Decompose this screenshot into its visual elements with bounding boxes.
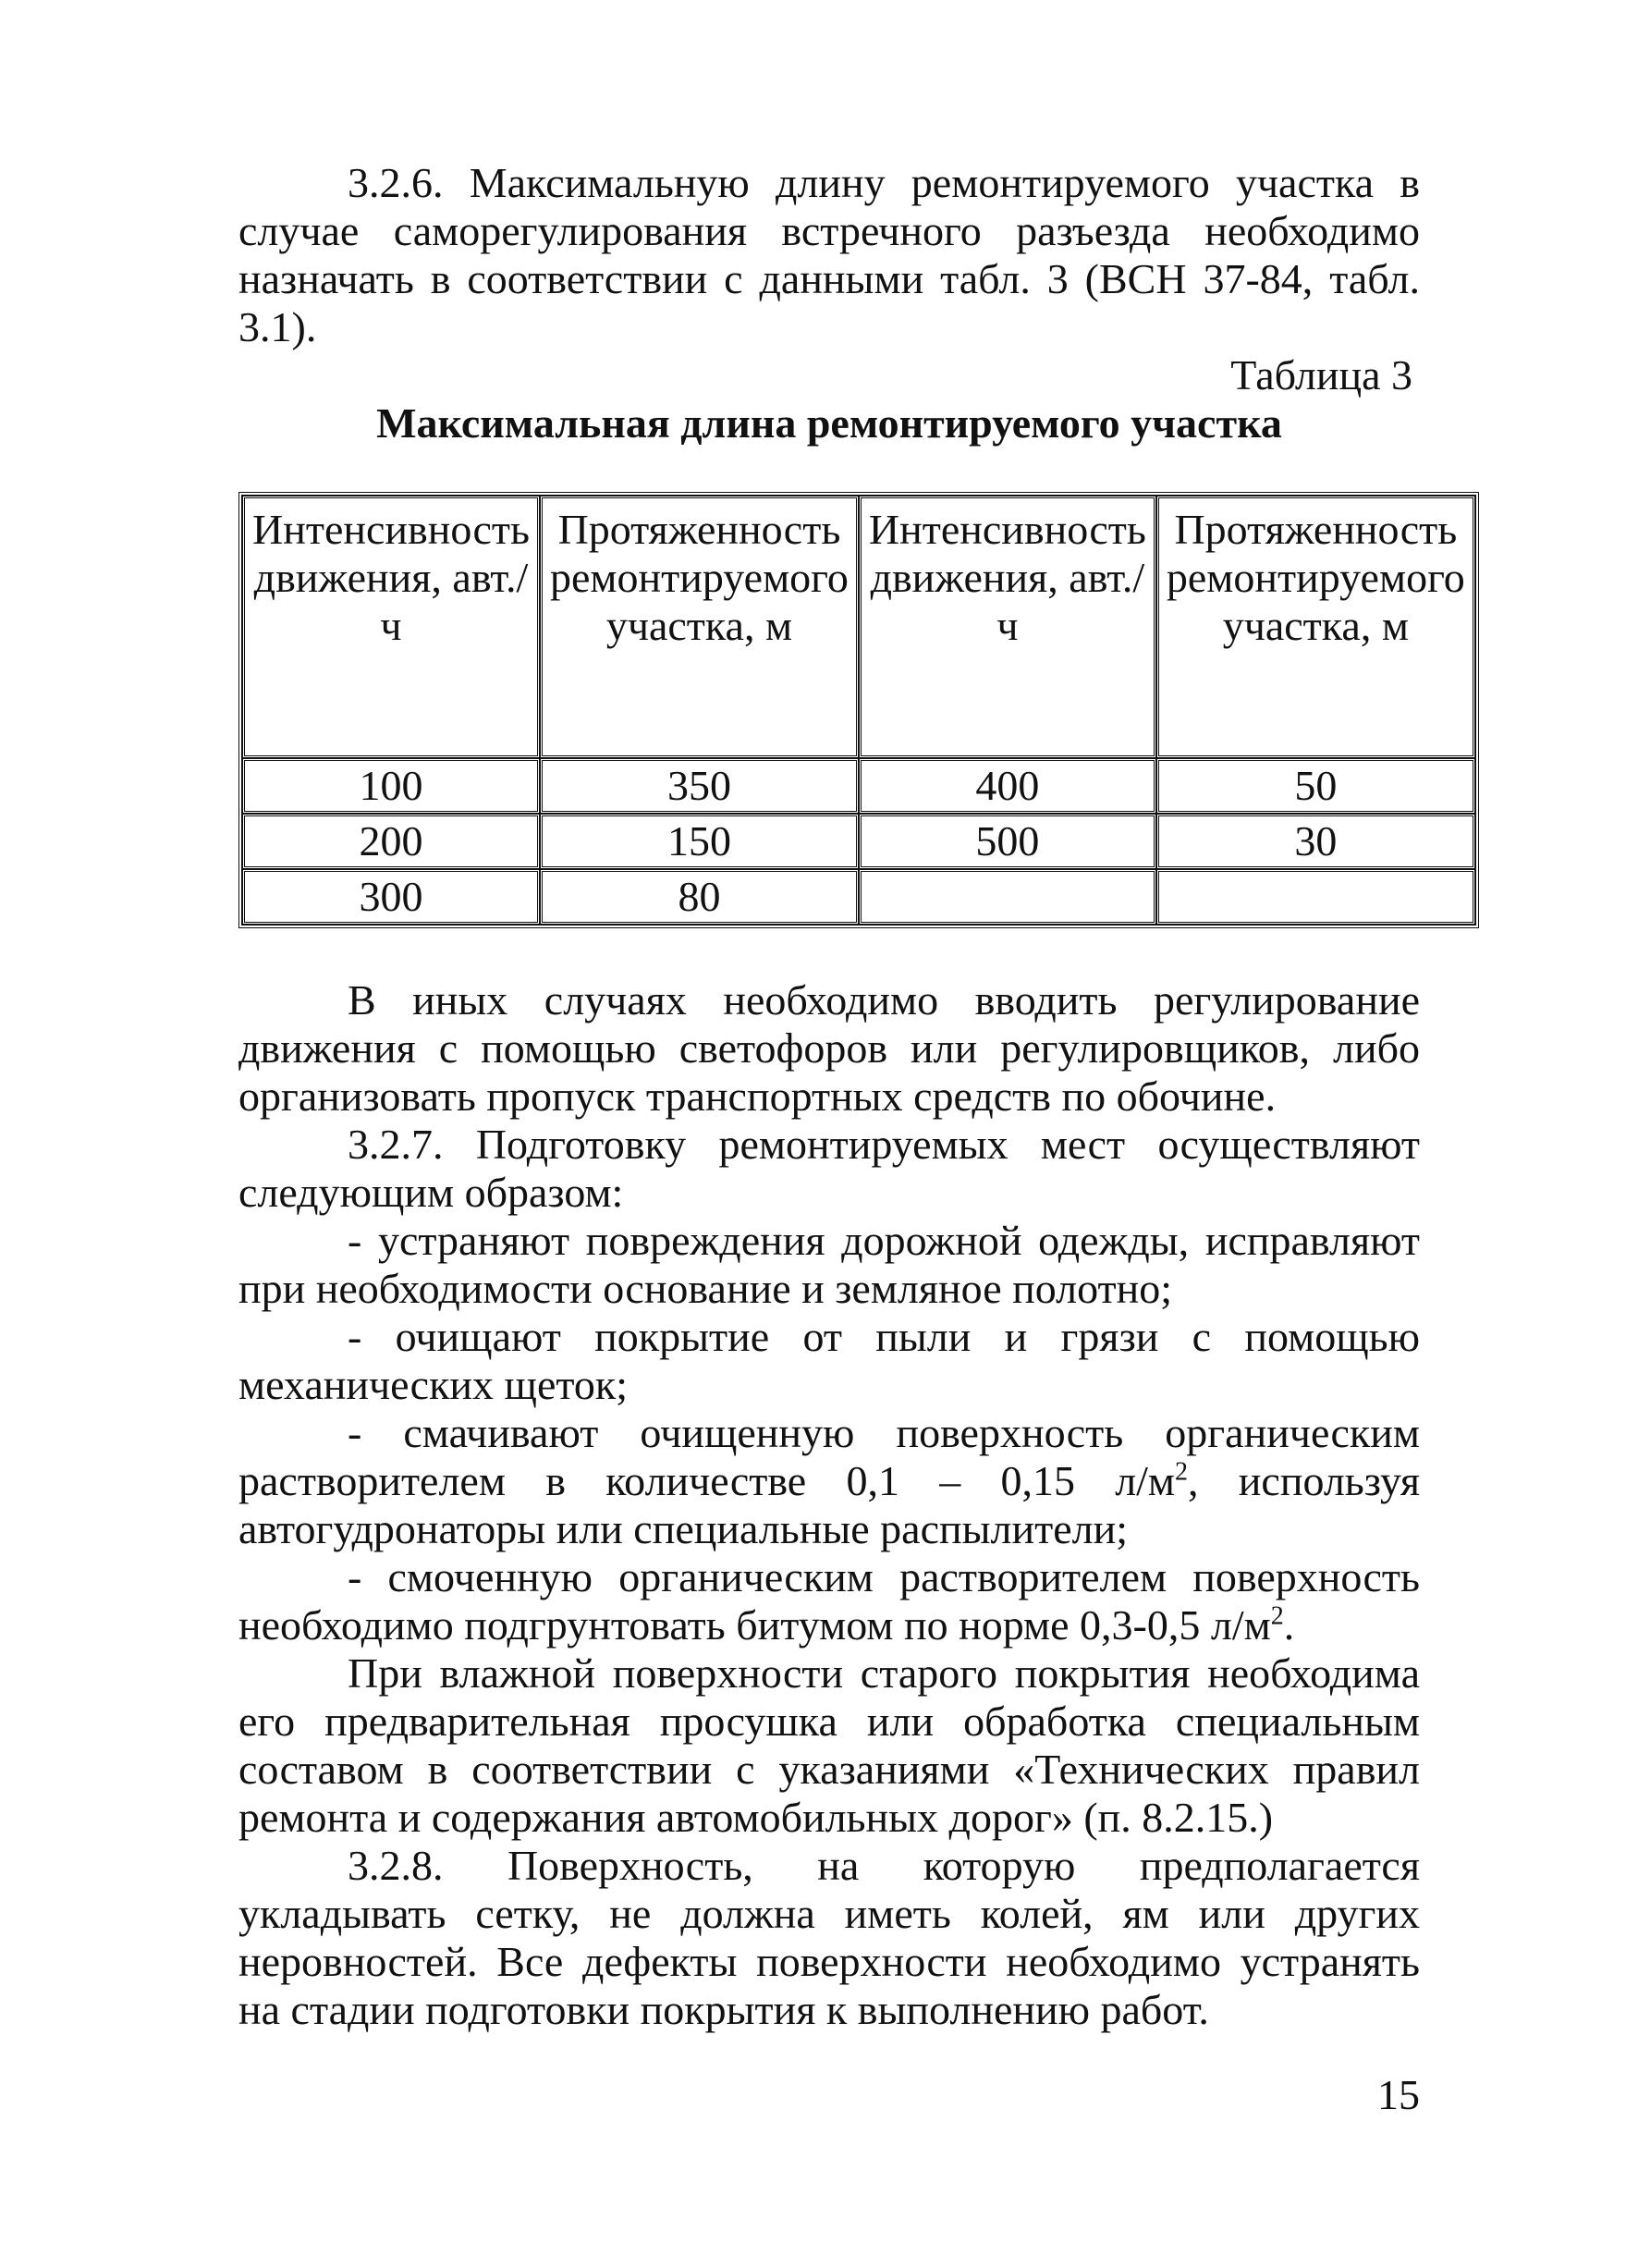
list-item-repair-damage: - устраняют повреждения дорожной одежды, исправляют при необходимости основание и земляное полотно; <box>238 1217 1420 1312</box>
table-cell: 80 <box>540 869 859 925</box>
header-cell: Интенсивность движения, авт./ч <box>242 496 540 758</box>
table-title: Максимальная длина ремонтируемого участка <box>376 399 1282 447</box>
table-cell: 200 <box>242 814 540 869</box>
list-item-clean-surface: - очищают покрытие от пыли и грязи с помощью механических щеток; <box>238 1313 1420 1408</box>
paragraph-wet-surface: При влажной поверхности старого покрытия необходима его предварительная просушка или обработка специальным составом в соответствии с указаниями «Технических правил ремонта и содержания автомобильных дорог» (п. 8.2.15.) <box>238 1649 1420 1841</box>
table-cell: 100 <box>242 758 540 814</box>
paragraph-other-cases: В иных случаях необходимо вводить регулирование движения с помощью светофоров или регулировщиков, либо организовать пропуск транспортных средств по обочине. <box>238 976 1420 1120</box>
paragraph-3-2-6: 3.2.6. Максимальную длину ремонтируемого участка в случае саморегулирования встречного разъезда необходимо назначать в соответствии с данными табл. 3 (ВСН 37-84, табл. 3.1). <box>238 159 1420 350</box>
table-cell <box>859 869 1156 925</box>
table-cell: 350 <box>540 758 859 814</box>
document-page <box>238 159 1465 2034</box>
table-cell: 500 <box>859 814 1156 869</box>
table-cell: 150 <box>540 814 859 869</box>
table-label: Таблица 3 <box>1230 351 1412 398</box>
table-cell: 400 <box>859 758 1156 814</box>
table-row <box>242 758 1475 814</box>
paragraph-3-2-8: 3.2.8. Поверхность, на которую предполагается укладывать сетку, не должна иметь колей, ям или других неровностей. Все дефекты поверхности необходимо устранять на стадии подготовки покрытия к выполнению работ. <box>238 1842 1420 2033</box>
repair-length-table <box>238 492 1479 928</box>
list-item-wet-solvent: - смачивают очищенную поверхность органическим растворителем в количестве 0,1 – 0,15 $л/м^2$, используя автогудронаторы или специальные распылители; <box>238 1409 1420 1552</box>
list-item-prime-bitumen: - смоченную органическим растворителем поверхность необходимо подгрунтовать битумом по норме 0,3-0,5 $л/м^2$. <box>238 1553 1420 1649</box>
table-cell: 50 <box>1156 758 1475 814</box>
table-row <box>242 814 1475 869</box>
table-header-row <box>242 496 1475 758</box>
table-row <box>242 869 1475 925</box>
header-cell: Протяженность ремонтируемого участка, м <box>1156 496 1475 758</box>
header-cell: Протяженность ремонтируемого участка, м <box>540 496 859 758</box>
table-cell <box>1156 869 1475 925</box>
table-cell: 300 <box>242 869 540 925</box>
paragraph-3-2-7: 3.2.7. Подготовку ремонтируемых мест осуществляют следующим образом: <box>238 1121 1420 1216</box>
header-cell: Интенсивность движения, авт./ч <box>859 496 1156 758</box>
table-cell: 30 <box>1156 814 1475 869</box>
page-number: 15 <box>1377 2071 1420 2118</box>
